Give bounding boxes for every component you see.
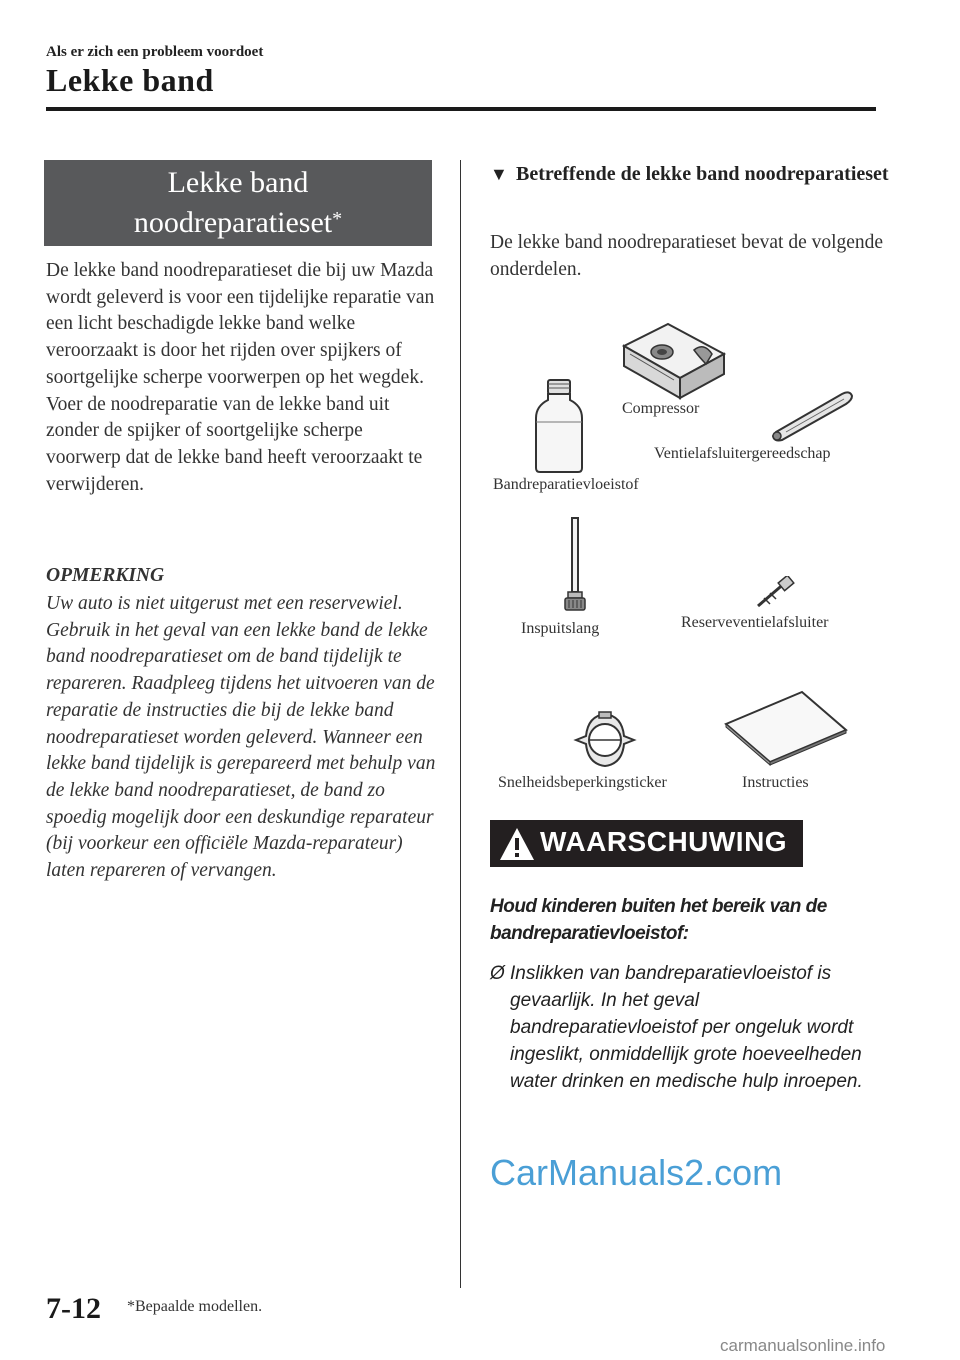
- caption-spare-valve: Reserveventielafsluiter: [681, 614, 829, 631]
- caption-hose: Inspuitslang: [521, 620, 600, 637]
- triangle-down-icon: ▼: [490, 164, 508, 184]
- warning-body-text: Inslikken van bandreparatievloeistof is gevaarlijk. In het geval bandreparatievloeistof per ongeluk wordt ingeslikt, onmiddellijk grote hoeveelheden water drinken en medische hulp inroepen.: [510, 963, 863, 1092]
- speed-sticker-illustration: [572, 708, 638, 772]
- watermark: CarManuals2.com: [490, 1152, 783, 1193]
- arrow-bullet-icon: Ø: [490, 963, 505, 984]
- section-label: Als er zich een probleem voordoet: [46, 44, 264, 60]
- warning-label: WAARSCHUWING: [540, 826, 788, 857]
- compressor-illustration: [618, 322, 730, 402]
- spare-valve-illustration: [754, 576, 798, 610]
- warning-title: Houd kinderen buiten het bereik van de bandreparatievloeistof:: [490, 896, 827, 944]
- injection-hose-illustration: [562, 516, 590, 612]
- body-text: [46, 258, 441, 498]
- section-heading-line2: noodreparatieset*: [133, 206, 343, 239]
- section-heading-line1: Lekke band: [167, 166, 309, 199]
- sub-heading: [490, 160, 890, 188]
- caption-sticker: Snelheidsbeperkingsticker: [498, 774, 667, 791]
- footnote: *Bepaalde modellen.: [127, 1298, 263, 1315]
- paragraph-2: Voer de noodreparatie van de lekke band uit zonder de spijker of soortgelijke scherpe voorwerp dat de lekke band heeft veroorzaakt te verwijderen.: [46, 393, 423, 495]
- page-number: 7-12: [46, 1292, 101, 1325]
- caption-valve-tool: Ventielafsluitergereedschap: [654, 445, 831, 462]
- warning-body: [490, 960, 880, 1095]
- warning-banner: [490, 820, 803, 867]
- note-text: Uw auto is niet uitgerust met een reservewiel. Gebruik in het geval van een lekke band de lekke band noodreparatieset om de band tijdelijk te repareren. Raadpleeg tijdens het uitvoeren van de reparatie de instructies die bij de lekke band noodreparatieset worden geleverd. Wanneer een lekke band tijdelijk is gerepareerd met behulp van de lekke band noodreparatieset, de band zo spoedig mogelijk door een deskundige reparateur (bij voorkeur een officiële Mazda-reparateur) laten repareren of vervangen.: [46, 593, 436, 882]
- section-heading-box: [44, 160, 432, 246]
- valve-tool-illustration: [766, 386, 856, 444]
- column-divider: [460, 160, 461, 1288]
- title-rule: [46, 107, 876, 111]
- warning-triangle-icon: [498, 826, 536, 862]
- caption-instructions: Instructies: [742, 774, 809, 791]
- note-heading: OPMERKING: [46, 565, 165, 586]
- fluid-bottle-illustration: [534, 378, 584, 474]
- paragraph-1: De lekke band noodreparatieset die bij uw Mazda wordt geleverd is voor een tijdelijke reparatie van een licht beschadigde lekke band welke veroorzaakt is door het rijden over spijkers of soortgelijke scherpe voorwerpen op het wegdek.: [46, 260, 435, 388]
- site-logo: carmanualsonline.info: [720, 1336, 886, 1355]
- sub-heading-text: Betreffende de lekke band noodreparatieset: [516, 163, 889, 185]
- intro-text: De lekke band noodreparatieset bevat de volgende onderdelen.: [490, 232, 884, 280]
- caption-fluid: Bandreparatievloeistof: [493, 476, 639, 493]
- instructions-illustration: [724, 690, 848, 766]
- caption-compressor: Compressor: [622, 400, 700, 417]
- footnote-marker: *: [332, 208, 343, 230]
- page-title: Lekke band: [46, 62, 214, 98]
